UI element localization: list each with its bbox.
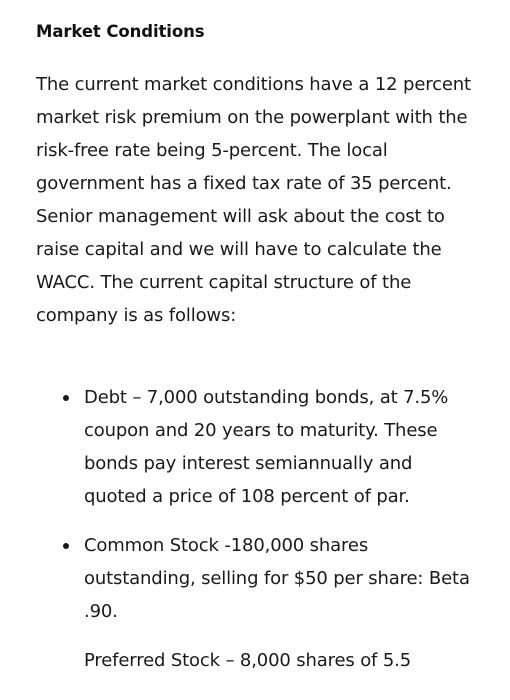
list-item-preferred-stock xyxy=(0,644,510,677)
list-item-debt xyxy=(0,381,510,513)
list-item-text: Common Stock -180,000 shares outstanding, selling for $50 per share: Beta .90. xyxy=(84,535,470,622)
capital-structure-list xyxy=(0,381,510,693)
list-item-text: Preferred Stock – 8,000 shares of 5.5 xyxy=(84,650,411,671)
bullet-icon xyxy=(63,543,69,549)
section-heading: Market Conditions xyxy=(36,22,205,41)
list-item-text: Debt – 7,000 outstanding bonds, at 7.5% coupon and 20 years to maturity. These bonds pay interest semiannually and quoted a price of 108 percent of par. xyxy=(84,387,449,507)
bullet-icon xyxy=(63,395,69,401)
intro-paragraph: The current market conditions have a 12 percent market risk premium on the powerplant with the risk-free rate being 5-percent. The local government has a fixed tax rate of 35 percent. Senior management will ask about the cost to raise capital and we will have to calculate the WACC. The current capital structure of the company is as follows: xyxy=(36,74,471,326)
list-item-common-stock xyxy=(0,529,510,628)
